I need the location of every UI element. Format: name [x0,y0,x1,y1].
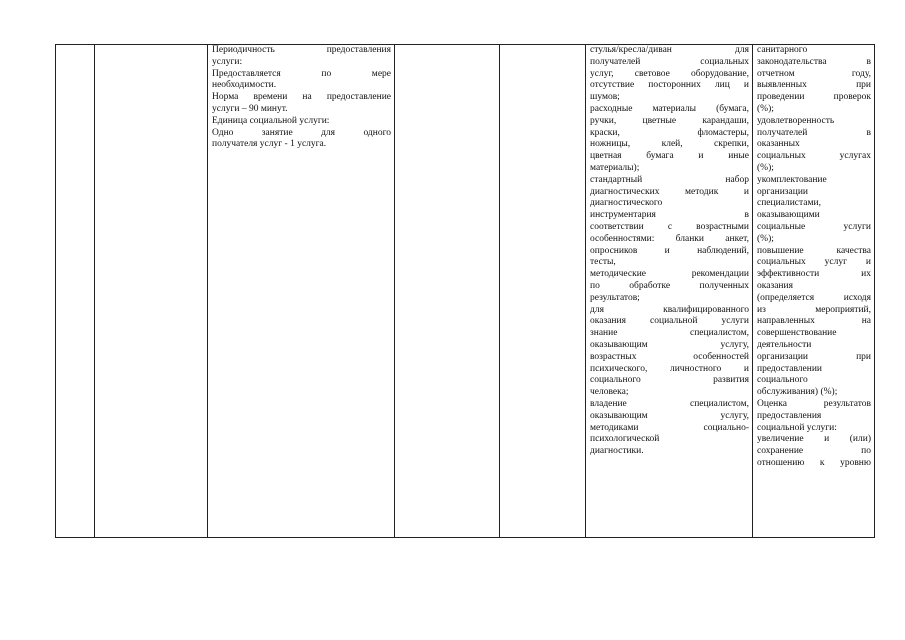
cell-text-line: (определяется исходя [757,292,871,303]
cell-number [56,45,95,538]
table-row [56,45,875,538]
cell-text-line: шумов; [590,92,620,103]
cell-text-line: услуги: [212,56,243,67]
cell-text-line: организации при [757,351,871,362]
cell-quality-indicators [753,45,875,538]
cell-text-line: методические рекомендации [590,269,749,280]
cell-text-line: предоставлении [757,363,823,374]
cell-text-line: Норма времени на предоставление [212,92,391,103]
cell-text-line: ручки, цветные карандаши, [590,115,749,126]
cell-text-line: социальной услуги: [757,422,837,433]
cell-text-line: Периодичность предоставления [212,45,391,55]
cell-text-line: ножницы, клей, скрепки, [590,139,749,150]
cell-text-line: оказания социальной услуги [590,316,749,327]
cell-text-line: диагностики. [590,446,644,457]
cell-text-line: обслуживания) (%); [757,387,838,398]
cell-text-line: инструментария в [590,210,749,221]
cell-text-line: возрастных особенностей [590,351,749,362]
cell-text-line: получателя услуг - 1 услуга. [212,139,327,150]
cell-text-line: получателей социальных [590,56,749,67]
cell-text-line: проведении проверок [757,92,871,103]
cell-text-line: деятельности [757,339,812,350]
cell-text-line: по обработке полученных [590,280,749,291]
cell-text-line: законодательства в [757,56,871,67]
cell-text-line: диагностического [590,198,663,209]
cell-text-line: получателей в [757,127,871,138]
cell-text-line: отчетном году, [757,68,871,79]
cell-text-line: Оценка результатов [757,398,871,409]
cell-text-line: социального [757,375,808,386]
cell-text-line: цветная бумага и иные [590,151,749,162]
cell-text-line: методиками социально- [590,422,749,433]
cell-text-line: организации [757,186,809,197]
cell-text-line: знание специалистом, [590,328,749,339]
cell-text-line: увеличение и (или) [757,434,871,445]
cell-text-line: отношению к уровню [757,457,871,468]
cell-text-line: стандартный набор [590,174,749,185]
cell-text-line: (%); [757,162,774,173]
cell-text-line: необходимости. [212,80,277,91]
cell-text-line: совершенствование [757,328,837,339]
cell-text-line: Предоставляется по мере [212,68,391,79]
cell-text-line: особенностями: бланки анкет, [590,233,749,244]
cell-text-line: отсутствие посторонних лиц и [590,80,749,91]
cell-text-line: удовлетворенность [757,115,835,126]
cell-text-line: материалы); [590,162,640,173]
cell-text-line: сохранение по [757,446,871,457]
cell-text-line: эффективности их [757,269,871,280]
cell-text-line: оказывающим услугу, [590,410,749,421]
cell-text-line: Единица социальной услуги: [212,115,330,126]
cell-text-line: оказания [757,280,793,291]
cell-text-line: человека; [590,387,629,398]
cell-text-line: социальные услуги [757,221,871,232]
cell-text-line: владение специалистом, [590,398,749,409]
cell-text-line: социальных услугах [757,151,871,162]
cell-tariff [395,45,500,538]
cell-text-line: из мероприятий, [757,304,871,315]
cell-text-line: услуг, световое оборудование, [590,68,749,79]
cell-text-line: оказывающим услугу, [590,339,749,350]
cell-text-line: укомплектование [757,174,827,185]
cell-text-line: результатов; [590,292,640,303]
cell-text-line: повышение качества [757,245,871,256]
cell-text-line: санитарного [757,45,808,55]
cell-text-line: выявленных при [757,80,871,91]
cell-text-line: для квалифицированного [590,304,749,315]
cell-text-line: психического, личностного и [590,363,749,374]
cell-text-line: краски, фломастеры, [590,127,749,138]
cell-text-line: стулья/кресла/диван для [590,45,749,55]
cell-text-line: опросников и наблюдений, [590,245,749,256]
cell-text-line: социального развития [590,375,749,386]
cell-text-line: тесты, [590,257,616,268]
cell-service-name [95,45,208,538]
cell-text-line: специалистами, [757,198,821,209]
cell-text-line: соответствии с возрастными [590,221,749,232]
cell-periodicity [208,45,395,538]
cell-text-line: (%); [757,233,774,244]
cell-text-line: психологической [590,434,660,445]
cell-text-line: Одно занятие для одного [212,127,391,138]
cell-text-line: оказанных [757,139,800,150]
cell-text-line: (%); [757,103,774,114]
cell-text-line: социальных услуг и [757,257,871,268]
cell-text-line: услуги – 90 минут. [212,103,288,114]
cell-text-line: направленных на [757,316,871,327]
cell-conditions [586,45,753,538]
document-table [55,44,875,538]
cell-text-line: предоставления [757,410,822,421]
cell-text-line: диагностических методик и [590,186,749,197]
cell-text-line: расходные материалы (бумага, [590,103,749,114]
cell-text-line: оказывающими [757,210,820,221]
cell-volume [500,45,586,538]
